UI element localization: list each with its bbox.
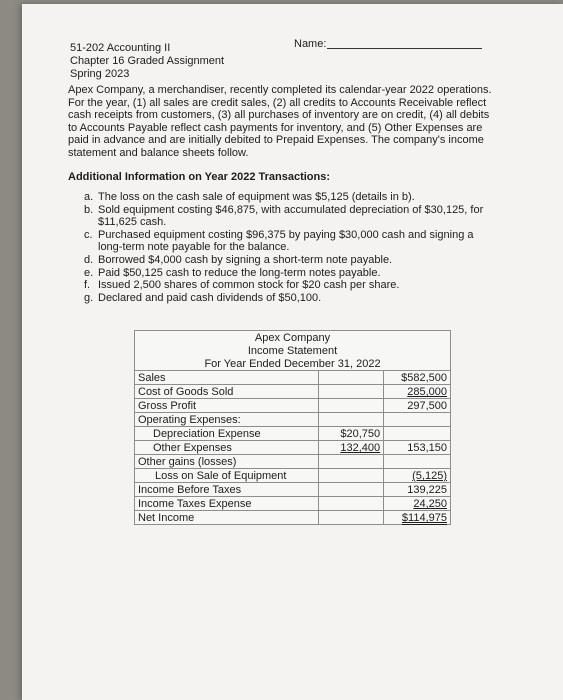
table-row: [135, 331, 451, 345]
table-row: [135, 413, 451, 427]
assignment-title: Chapter 16 Graded Assignment: [70, 55, 225, 67]
table-row: [135, 357, 451, 371]
company-name: Apex Company: [135, 331, 451, 345]
list-item: [84, 254, 496, 267]
table-row: [135, 344, 451, 357]
transaction-list: [84, 191, 496, 304]
row-mid-value: [318, 497, 383, 511]
list-item: [84, 292, 496, 305]
row-mid-value: [318, 483, 383, 497]
name-blank-line: [327, 48, 482, 49]
row-label: Net Income: [135, 511, 319, 525]
item-text: Issued 2,500 shares of common stock for $20 cash per share.: [98, 279, 400, 292]
row-mid-value: [318, 469, 383, 483]
list-item: [84, 267, 496, 280]
row-label: Operating Expenses:: [135, 413, 319, 427]
course-title: 51-202 Accounting II: [70, 42, 171, 54]
row-right-value: 153,150: [384, 441, 451, 455]
item-text: Declared and paid cash dividends of $50,100.: [98, 291, 322, 304]
row-mid-value: [318, 455, 383, 469]
statement-period: For Year Ended December 31, 2022: [135, 357, 451, 371]
net-income-value: $114,975: [401, 512, 447, 524]
row-mid-value: [318, 385, 383, 399]
row-label: Other Expenses: [135, 441, 319, 455]
row-mid-value: [318, 371, 383, 385]
table-row: [135, 455, 451, 469]
income-statement-table: [134, 330, 451, 525]
row-right-value: 297,500: [384, 399, 451, 413]
table-row: [135, 427, 451, 441]
assignment-page: [22, 4, 563, 700]
table-row: [135, 385, 451, 399]
row-mid-value: [318, 511, 383, 525]
row-label: Cost of Goods Sold: [135, 385, 319, 399]
item-text: Sold equipment costing $46,875, with accumulated depreciation of $30,125, for $11,625 cash.: [98, 203, 484, 229]
item-text: The loss on the cash sale of equipment was $5,125 (details in b).: [98, 191, 415, 203]
row-label: Sales: [135, 371, 319, 385]
table-row: [135, 469, 451, 483]
list-item: [84, 191, 496, 204]
item-letter: e.: [84, 266, 94, 279]
row-right-value: [384, 413, 451, 427]
item-letter: b.: [84, 203, 94, 216]
additional-info-heading: Additional Information on Year 2022 Transactions:: [68, 171, 331, 183]
statement-title: Income Statement: [135, 344, 451, 357]
table-row: [135, 371, 451, 385]
list-item: [84, 229, 496, 254]
item-letter: c.: [84, 228, 93, 241]
row-right-value: (5,125): [412, 470, 447, 482]
row-mid-value: 132,400: [340, 442, 381, 454]
row-mid-value: $20,750: [318, 427, 383, 441]
table-row: [135, 399, 451, 413]
row-right-value: 285,000: [407, 386, 447, 398]
list-item: [84, 279, 496, 292]
table-row: [135, 483, 451, 497]
item-text: Purchased equipment costing $96,375 by paying $30,000 cash and signing a long-term note payable for the balance.: [98, 228, 474, 254]
row-mid-value: [318, 413, 383, 427]
row-label: Depreciation Expense: [135, 427, 319, 441]
name-label: Name:: [294, 38, 327, 50]
row-mid-value: [318, 399, 383, 413]
item-text: Borrowed $4,000 cash by signing a short-term note payable.: [98, 253, 393, 266]
row-label: Other gains (losses): [135, 455, 319, 469]
document-header: [70, 42, 224, 81]
table-row: [135, 511, 451, 525]
intro-paragraph: Apex Company, a merchandiser, recently completed its calendar-year 2022 operations. For the year, (1) all sales are credit sales, (2) all credits to Accounts Receivable reflect cash receipts from customers, (3) all purchases of inventory are on credit, (4) all debits to Accounts Payable reflect cash payments for inventory, and (5) Other Expenses are paid in advance and are initially debited to Prepaid Expenses. The company's income statement and balance sheets follow.: [68, 84, 492, 159]
row-right-value: [384, 455, 451, 469]
item-letter: d.: [84, 253, 94, 266]
row-label: Loss on Sale of Equipment: [135, 469, 319, 483]
row-label: Gross Profit: [135, 399, 319, 413]
row-right-value: 139,225: [384, 483, 451, 497]
table-row: [135, 441, 451, 455]
item-letter: f.: [84, 279, 91, 292]
item-letter: g.: [84, 291, 94, 304]
row-right-value: 24,250: [413, 498, 447, 510]
row-label: Income Taxes Expense: [135, 497, 319, 511]
row-label: Income Before Taxes: [135, 483, 319, 497]
list-item: [84, 204, 496, 229]
term-label: Spring 2023: [70, 68, 130, 80]
row-right-value: $582,500: [384, 371, 451, 385]
table-row: [135, 497, 451, 511]
item-text: Paid $50,125 cash to reduce the long-term notes payable.: [98, 266, 381, 279]
row-right-value: [384, 427, 451, 441]
item-letter: a.: [84, 191, 94, 203]
